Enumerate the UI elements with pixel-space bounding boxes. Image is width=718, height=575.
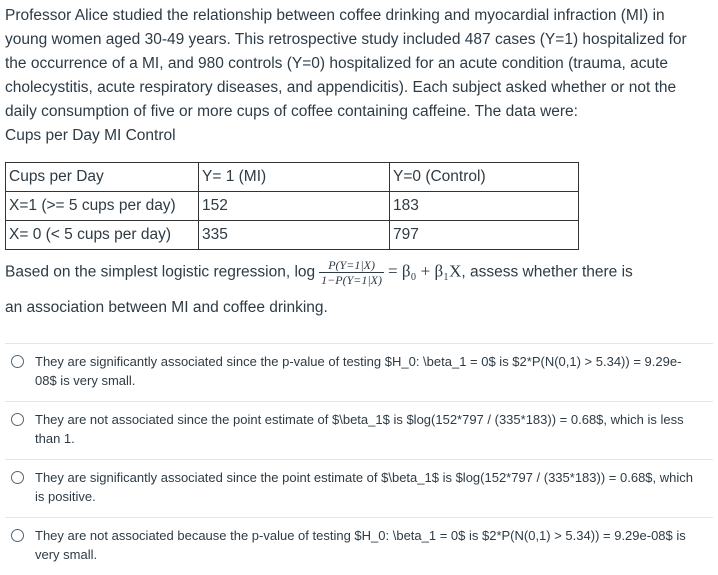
fraction-numerator: P(Y=1|X)	[319, 258, 384, 273]
fraction-denominator: 1−P(Y=1|X)	[321, 273, 382, 287]
table-cell: 183	[390, 192, 579, 221]
option-label: They are not associated because the p-value of testing $H_0: \beta_1 = 0$ is $2*P(N(0,1) > 5.34)) = 9.29e-08$ is very small.	[35, 528, 686, 562]
table-cell: 335	[199, 221, 390, 250]
prompt-line-2: an association between MI and coffee drinking.	[5, 299, 328, 316]
table-cell: 152	[199, 192, 390, 221]
answer-option[interactable]	[5, 401, 713, 459]
option-label: They are significantly associated since the point estimate of $\beta_1$ is $log(152*797 / (335*183)) = 0.68$, which is positive.	[35, 470, 693, 504]
answer-option[interactable]	[5, 459, 713, 517]
question-text: Professor Alice studied the relationship between coffee drinking and myocardial infraction (MI) in young women aged 30-49 years. This retrospective study included 487 cases (Y=1) hospitalized for the occurrence of a MI, and 980 controls (Y=0) hospitalized for an acute condition (trauma, acute cholecystitis, acute respiratory diseases, and appendicitis). Each subject asked whether or not the daily consumption of five or more cups of coffee containing caffeine. The data were:	[5, 7, 687, 120]
question-prompt	[5, 258, 715, 287]
logit-fraction	[319, 258, 384, 287]
answer-option[interactable]	[5, 517, 713, 575]
table-header-row	[6, 163, 579, 192]
option-label: They are not associated since the point estimate of $\beta_1$ is $log(152*797 / (335*183)) = 0.68$, which is less than 1.	[35, 412, 684, 446]
table-header-cell: Y=0 (Control)	[390, 163, 579, 192]
table-cell: 797	[390, 221, 579, 250]
answer-options	[0, 343, 718, 575]
table-header-cell: Cups per Day	[6, 163, 199, 192]
question-intro	[5, 4, 705, 148]
radio-button[interactable]	[11, 413, 24, 426]
table-row	[6, 221, 579, 250]
table-row	[6, 192, 579, 221]
formula-rhs: = β₀ + β₁X	[388, 261, 462, 281]
answer-option[interactable]	[5, 343, 713, 401]
radio-button[interactable]	[11, 355, 24, 368]
table-header-cell: Y= 1 (MI)	[199, 163, 390, 192]
prompt-before: Based on the simplest logistic regression, log	[5, 263, 316, 281]
data-table	[5, 162, 579, 250]
table-cell: X=1 (>= 5 cups per day)	[6, 192, 199, 221]
table-caption: Cups per Day MI Control	[5, 127, 176, 144]
option-label: They are significantly associated since the p-value of testing $H_0: \beta_1 = 0$ is $2*P(N(0,1) > 5.34)) = 9.29e-08$ is very small.	[35, 354, 682, 388]
table-cell: X= 0 (< 5 cups per day)	[6, 221, 199, 250]
radio-button[interactable]	[11, 529, 24, 542]
radio-button[interactable]	[11, 471, 24, 484]
prompt-after: , assess whether there is	[461, 263, 633, 281]
